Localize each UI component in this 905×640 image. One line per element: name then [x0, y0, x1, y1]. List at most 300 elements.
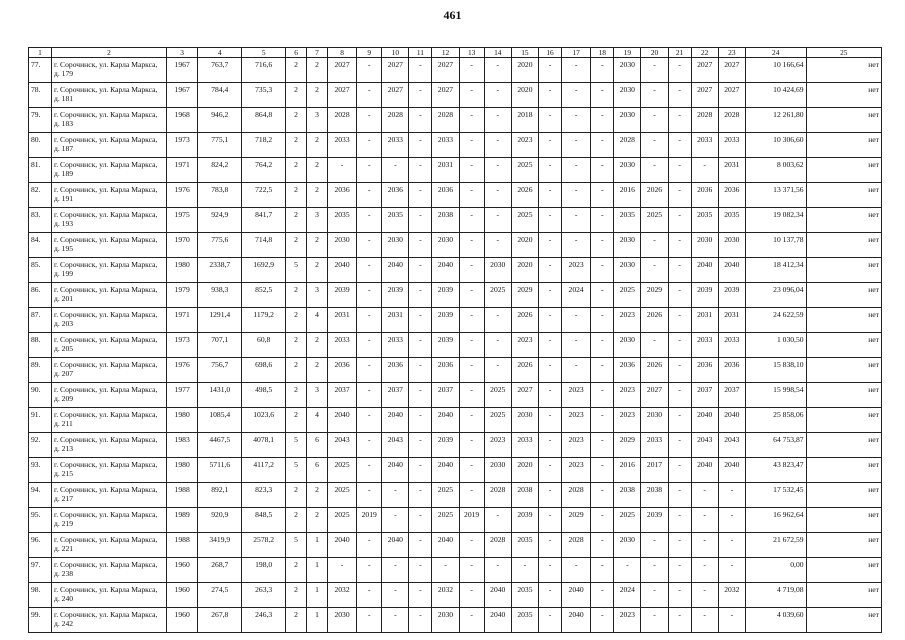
table-cell: 2033	[382, 133, 409, 158]
address-cell: г. Сорочинск, ул. Карла Маркса, д. 205	[51, 333, 166, 358]
table-cell: 1970	[166, 233, 197, 258]
table-cell: -	[459, 208, 484, 233]
table-cell: -	[409, 508, 432, 533]
row-number: 88.	[29, 333, 52, 358]
table-cell: 2043	[327, 433, 356, 458]
table-cell: -	[668, 333, 691, 358]
table-cell: 2	[286, 383, 307, 408]
table-cell: 1977	[166, 383, 197, 408]
table-cell: -	[591, 508, 614, 533]
table-cell: 2035	[511, 583, 538, 608]
table-cell: -	[459, 133, 484, 158]
table-cell: 2030	[327, 608, 356, 633]
table-cell: -	[668, 258, 691, 283]
table-row	[29, 108, 882, 133]
row-number: 77.	[29, 58, 52, 83]
table-cell: 2023	[484, 433, 511, 458]
table-cell: -	[562, 183, 591, 208]
table-cell: -	[459, 308, 484, 333]
table-cell: 2036	[614, 358, 641, 383]
table-cell: -	[539, 333, 562, 358]
table-cell: 2	[286, 108, 307, 133]
table-cell: -	[539, 283, 562, 308]
table-cell: 2040	[718, 458, 745, 483]
table-cell: 2032	[432, 583, 459, 608]
row-number: 80.	[29, 133, 52, 158]
table-cell: 5	[286, 258, 307, 283]
status-cell: нет	[806, 133, 881, 158]
table-cell: 268,7	[198, 558, 242, 583]
table-cell: -	[357, 408, 382, 433]
table-cell: -	[459, 358, 484, 383]
table-cell: -	[484, 158, 511, 183]
table-cell: 2040	[691, 258, 718, 283]
address-cell: г. Сорочинск, ул. Карла Маркса, д. 203	[51, 308, 166, 333]
table-cell: 946,2	[198, 108, 242, 133]
table-cell: 2040	[718, 258, 745, 283]
table-cell: 2019	[459, 508, 484, 533]
table-cell: 2036	[691, 183, 718, 208]
table-row	[29, 608, 882, 633]
table-cell: -	[382, 558, 409, 583]
table-cell: -	[484, 133, 511, 158]
table-cell: 2036	[382, 183, 409, 208]
table-cell: -	[539, 258, 562, 283]
table-cell: 2031	[327, 308, 356, 333]
column-number: 9	[357, 48, 382, 58]
table-cell: 3419,9	[198, 533, 242, 558]
status-cell: нет	[806, 533, 881, 558]
table-row	[29, 83, 882, 108]
table-cell: 1	[307, 533, 328, 558]
table-cell: 2040	[484, 608, 511, 633]
table-cell: 2033	[641, 433, 668, 458]
column-number: 5	[242, 48, 286, 58]
table-cell: 2	[286, 83, 307, 108]
table-cell: 2039	[382, 283, 409, 308]
table-cell: 2	[286, 233, 307, 258]
table-cell: 4	[307, 408, 328, 433]
table-cell: 2027	[718, 83, 745, 108]
table-cell: 2025	[484, 408, 511, 433]
table-cell: 4117,2	[242, 458, 286, 483]
table-cell: 2029	[614, 433, 641, 458]
table-cell: 1979	[166, 283, 197, 308]
table-cell: 2030	[484, 458, 511, 483]
table-cell: -	[382, 483, 409, 508]
table-cell: 267,8	[198, 608, 242, 633]
address-cell: г. Сорочинск, ул. Карла Маркса, д. 217	[51, 483, 166, 508]
table-cell: -	[409, 208, 432, 233]
table-cell: 2	[286, 308, 307, 333]
table-row	[29, 508, 882, 533]
table-cell: -	[691, 608, 718, 633]
table-cell: -	[691, 533, 718, 558]
table-cell: 714,8	[242, 233, 286, 258]
table-row	[29, 458, 882, 483]
status-cell: нет	[806, 383, 881, 408]
row-number: 87.	[29, 308, 52, 333]
row-number: 86.	[29, 283, 52, 308]
table-cell: -	[591, 333, 614, 358]
housing-register-table	[28, 47, 882, 633]
table-cell: -	[668, 508, 691, 533]
table-cell: 2023	[614, 383, 641, 408]
table-cell: 2031	[382, 308, 409, 333]
table-cell: 1975	[166, 208, 197, 233]
table-cell: 2028	[327, 108, 356, 133]
table-cell: -	[591, 408, 614, 433]
table-cell: -	[459, 408, 484, 433]
table-cell: -	[357, 158, 382, 183]
table-cell: 1	[307, 583, 328, 608]
table-cell: 1983	[166, 433, 197, 458]
table-cell: 2035	[382, 208, 409, 233]
table-cell: 707,1	[198, 333, 242, 358]
table-cell: -	[539, 358, 562, 383]
table-cell: 2031	[691, 308, 718, 333]
table-cell: 938,3	[198, 283, 242, 308]
address-cell: г. Сорочинск, ул. Карла Маркса, д. 191	[51, 183, 166, 208]
table-cell: 2036	[382, 358, 409, 383]
table-cell: -	[668, 583, 691, 608]
table-cell: -	[562, 133, 591, 158]
table-cell: -	[539, 233, 562, 258]
table-cell: 2038	[641, 483, 668, 508]
table-cell: 263,3	[242, 583, 286, 608]
table-cell: -	[591, 183, 614, 208]
table-cell: 1692,9	[242, 258, 286, 283]
table-row	[29, 358, 882, 383]
table-cell: -	[409, 158, 432, 183]
table-cell: -	[591, 458, 614, 483]
table-cell: -	[718, 558, 745, 583]
table-cell: 2023	[562, 258, 591, 283]
table-cell: -	[591, 133, 614, 158]
table-cell: 2035	[614, 208, 641, 233]
table-cell: 2032	[327, 583, 356, 608]
table-cell: -	[591, 283, 614, 308]
cost-cell: 64 753,87	[745, 433, 806, 458]
table-row	[29, 258, 882, 283]
table-cell: -	[409, 258, 432, 283]
table-cell: 1980	[166, 258, 197, 283]
table-cell: 2028	[562, 533, 591, 558]
table-cell: 763,7	[198, 58, 242, 83]
table-cell: 2033	[327, 133, 356, 158]
table-cell: 2026	[511, 358, 538, 383]
table-cell: -	[357, 58, 382, 83]
table-cell: 2025	[432, 508, 459, 533]
table-cell: 2025	[484, 283, 511, 308]
table-cell: 2029	[511, 283, 538, 308]
table-cell: -	[562, 558, 591, 583]
table-cell: -	[668, 458, 691, 483]
table-cell: 2	[286, 608, 307, 633]
table-cell: 2040	[484, 583, 511, 608]
table-cell: 2030	[614, 158, 641, 183]
table-cell: -	[539, 508, 562, 533]
table-cell: 2026	[511, 183, 538, 208]
table-cell: 2033	[327, 333, 356, 358]
table-cell: 2025	[432, 483, 459, 508]
table-cell: -	[591, 483, 614, 508]
row-number: 95.	[29, 508, 52, 533]
table-cell: 2027	[691, 58, 718, 83]
table-cell: -	[459, 533, 484, 558]
table-cell: 1971	[166, 158, 197, 183]
table-cell: 2	[286, 58, 307, 83]
table-cell: -	[562, 83, 591, 108]
table-cell: -	[459, 583, 484, 608]
row-number: 92.	[29, 433, 52, 458]
table-cell: -	[641, 58, 668, 83]
table-cell: 2040	[327, 258, 356, 283]
table-cell: 2030	[614, 533, 641, 558]
table-cell: 2025	[327, 508, 356, 533]
table-cell: 2027	[327, 58, 356, 83]
table-cell: -	[668, 358, 691, 383]
table-cell: -	[409, 408, 432, 433]
row-number: 94.	[29, 483, 52, 508]
table-cell: 1960	[166, 558, 197, 583]
address-cell: г. Сорочинск, ул. Карла Маркса, д. 183	[51, 108, 166, 133]
table-cell: 2030	[614, 233, 641, 258]
table-cell: -	[484, 208, 511, 233]
table-cell: 924,9	[198, 208, 242, 233]
table-cell: 2037	[382, 383, 409, 408]
address-cell: г. Сорочинск, ул. Карла Маркса, д. 201	[51, 283, 166, 308]
table-cell: 1291,4	[198, 308, 242, 333]
table-cell: -	[409, 383, 432, 408]
table-row	[29, 158, 882, 183]
table-cell: -	[409, 83, 432, 108]
status-cell: нет	[806, 183, 881, 208]
table-cell: -	[641, 158, 668, 183]
table-cell: -	[459, 83, 484, 108]
cost-cell: 16 962,64	[745, 508, 806, 533]
table-cell: -	[591, 608, 614, 633]
address-cell: г. Сорочинск, ул. Карла Маркса, д. 189	[51, 158, 166, 183]
table-cell: 775,1	[198, 133, 242, 158]
table-cell: 698,6	[242, 358, 286, 383]
table-cell: -	[591, 158, 614, 183]
column-number: 17	[562, 48, 591, 58]
table-cell: -	[641, 133, 668, 158]
table-cell: 2043	[718, 433, 745, 458]
table-cell: 2040	[432, 408, 459, 433]
row-number: 90.	[29, 383, 52, 408]
table-cell: -	[459, 333, 484, 358]
table-cell: -	[327, 158, 356, 183]
table-cell: 2	[307, 483, 328, 508]
table-cell: 2028	[382, 108, 409, 133]
cost-cell: 4 039,60	[745, 608, 806, 633]
row-number: 84.	[29, 233, 52, 258]
table-cell: 2043	[691, 433, 718, 458]
status-cell: нет	[806, 608, 881, 633]
table-cell: 2019	[357, 508, 382, 533]
table-cell: 2027	[511, 383, 538, 408]
column-number: 8	[327, 48, 356, 58]
cost-cell: 23 096,04	[745, 283, 806, 308]
table-cell: 2030	[327, 233, 356, 258]
table-cell: 2039	[511, 508, 538, 533]
table-cell: 2039	[432, 433, 459, 458]
table-cell: 2038	[511, 483, 538, 508]
table-cell: 2	[307, 183, 328, 208]
table-cell: -	[641, 83, 668, 108]
table-cell: 5711,6	[198, 458, 242, 483]
table-cell: -	[641, 558, 668, 583]
page-number: 461	[443, 8, 462, 22]
table-cell: 498,5	[242, 383, 286, 408]
table-cell: -	[484, 183, 511, 208]
table-row	[29, 433, 882, 458]
table-cell: 2038	[614, 483, 641, 508]
address-cell: г. Сорочинск, ул. Карла Маркса, д. 215	[51, 458, 166, 483]
table-cell: 848,5	[242, 508, 286, 533]
address-cell: г. Сорочинск, ул. Карла Маркса, д. 221	[51, 533, 166, 558]
table-cell: 2027	[382, 58, 409, 83]
table-cell: -	[357, 183, 382, 208]
table-cell: -	[357, 433, 382, 458]
table-cell: 2030	[382, 233, 409, 258]
table-cell: -	[668, 383, 691, 408]
status-cell: нет	[806, 483, 881, 508]
table-cell: -	[539, 108, 562, 133]
table-cell: 1085,4	[198, 408, 242, 433]
table-cell: -	[539, 208, 562, 233]
table-cell: 1980	[166, 458, 197, 483]
table-cell: 2023	[511, 133, 538, 158]
table-cell: -	[718, 533, 745, 558]
table-cell: 1967	[166, 58, 197, 83]
status-cell: нет	[806, 583, 881, 608]
table-cell: -	[357, 208, 382, 233]
table-cell: -	[409, 308, 432, 333]
table-cell: 2035	[327, 208, 356, 233]
table-cell: 2	[286, 333, 307, 358]
table-cell: -	[591, 433, 614, 458]
table-cell: -	[668, 283, 691, 308]
table-cell: 2029	[641, 283, 668, 308]
table-cell: 3	[307, 383, 328, 408]
table-cell: -	[691, 158, 718, 183]
table-cell: -	[539, 133, 562, 158]
table-cell: -	[357, 358, 382, 383]
table-cell: -	[539, 608, 562, 633]
cost-cell: 1 030,50	[745, 333, 806, 358]
table-cell: 2	[286, 508, 307, 533]
table-row	[29, 333, 882, 358]
table-cell: -	[357, 383, 382, 408]
status-cell: нет	[806, 308, 881, 333]
table-cell: 1	[307, 558, 328, 583]
table-cell: 1973	[166, 333, 197, 358]
table-cell: -	[668, 108, 691, 133]
table-cell: 2040	[382, 458, 409, 483]
column-number: 23	[718, 48, 745, 58]
table-cell: -	[668, 183, 691, 208]
table-cell: 2	[307, 358, 328, 383]
table-cell: 1431,0	[198, 383, 242, 408]
table-cell: 2039	[691, 283, 718, 308]
table-cell: -	[562, 333, 591, 358]
column-number: 21	[668, 48, 691, 58]
table-cell: -	[484, 58, 511, 83]
cost-cell: 21 672,59	[745, 533, 806, 558]
row-number: 98.	[29, 583, 52, 608]
table-cell: -	[539, 483, 562, 508]
table-cell: -	[718, 483, 745, 508]
table-cell: -	[539, 533, 562, 558]
table-cell: -	[357, 83, 382, 108]
table-cell: 1960	[166, 608, 197, 633]
table-cell: -	[409, 183, 432, 208]
table-cell: -	[484, 108, 511, 133]
column-number: 6	[286, 48, 307, 58]
table-cell: -	[459, 608, 484, 633]
table-cell: 2025	[484, 383, 511, 408]
table-cell: -	[562, 358, 591, 383]
address-cell: г. Сорочинск, ул. Карла Маркса, д. 209	[51, 383, 166, 408]
address-cell: г. Сорочинск, ул. Карла Маркса, д. 219	[51, 508, 166, 533]
cost-cell: 15 838,10	[745, 358, 806, 383]
row-number: 83.	[29, 208, 52, 233]
row-number: 85.	[29, 258, 52, 283]
table-cell: 60,8	[242, 333, 286, 358]
table-cell: -	[382, 508, 409, 533]
table-cell: -	[409, 458, 432, 483]
table-cell: 2	[286, 483, 307, 508]
address-cell: г. Сорочинск, ул. Карла Маркса, д. 193	[51, 208, 166, 233]
table-cell: 2028	[691, 108, 718, 133]
table-cell: 2	[286, 558, 307, 583]
table-cell: 2	[286, 358, 307, 383]
table-cell: -	[357, 533, 382, 558]
table-row	[29, 183, 882, 208]
table-cell: -	[459, 158, 484, 183]
address-cell: г. Сорочинск, ул. Карла Маркса, д. 211	[51, 408, 166, 433]
table-cell: 2040	[432, 533, 459, 558]
table-cell: -	[668, 133, 691, 158]
row-number: 82.	[29, 183, 52, 208]
table-cell: -	[357, 133, 382, 158]
table-cell: 2	[286, 583, 307, 608]
table-cell: 2026	[641, 183, 668, 208]
table-cell: -	[357, 233, 382, 258]
table-cell: 2027	[327, 83, 356, 108]
table-cell: -	[459, 233, 484, 258]
table-cell: 2023	[562, 458, 591, 483]
column-number: 19	[614, 48, 641, 58]
table-cell: 2028	[484, 533, 511, 558]
cost-cell: 10 137,78	[745, 233, 806, 258]
status-cell: нет	[806, 558, 881, 583]
table-cell: 4078,1	[242, 433, 286, 458]
table-cell: 2017	[641, 458, 668, 483]
table-cell: 2	[307, 133, 328, 158]
table-cell: -	[591, 383, 614, 408]
table-cell: 2027	[641, 383, 668, 408]
table-cell: -	[357, 608, 382, 633]
table-cell: 823,3	[242, 483, 286, 508]
table-cell: -	[691, 508, 718, 533]
table-cell: -	[357, 283, 382, 308]
table-cell: 2040	[432, 258, 459, 283]
table-cell: 2026	[511, 308, 538, 333]
